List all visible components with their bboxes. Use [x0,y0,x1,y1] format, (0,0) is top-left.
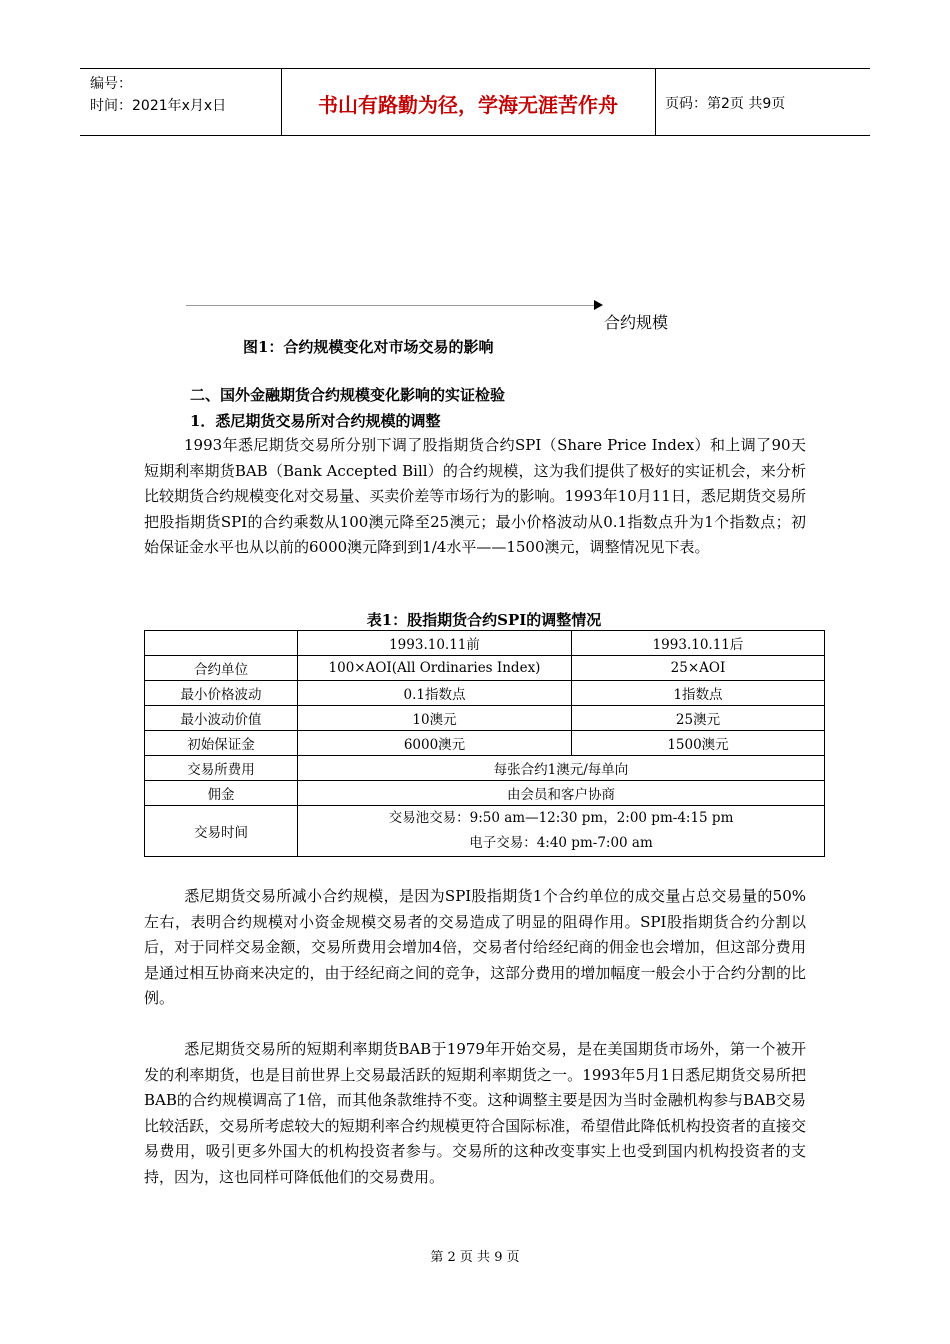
section-heading: 二、国外金融期货合约规模变化影响的实证检验 [190,386,506,404]
cell-after: 1500澳元 [572,731,825,756]
table-row [145,656,825,681]
col-header-before: 1993.10.11前 [298,631,572,656]
cell-merged: 由会员和客户协商 [298,781,825,806]
table-corner-cell [145,631,298,656]
axis-arrow-icon [594,300,603,310]
header-divider [655,69,656,136]
figure-x-axis [186,305,596,306]
row-label: 合约单位 [145,656,298,681]
col-header-after: 1993.10.11后 [572,631,825,656]
row-label: 初始保证金 [145,731,298,756]
subsection-heading: 1．悉尼期货交易所对合约规模的调整 [190,412,441,430]
cell-after: 25×AOI [572,656,825,681]
table-caption: 表1：股指期货合约SPI的调整情况 [366,611,602,629]
table-row [145,756,825,781]
paragraph [144,433,806,561]
cell-before: 0.1指数点 [298,681,572,706]
table-row [145,781,825,806]
cell-before: 6000澳元 [298,731,572,756]
figure-axis-label: 合约规模 [604,313,669,332]
table-row [145,681,825,706]
row-label: 佣金 [145,781,298,806]
row-label: 最小价格波动 [145,681,298,706]
trading-time-electronic: 电子交易：4:40 pm-7:00 am [469,835,653,851]
header-meta [90,73,226,117]
time-label: 时间：2021年x月x日 [90,98,227,114]
table-header-row [145,631,825,656]
cell-after: 1指数点 [572,681,825,706]
figure-caption: 图1：合约规模变化对市场交易的影响 [243,338,494,356]
table-row [145,806,825,857]
paragraph-text: 悉尼期货交易所的短期利率期货BAB于1979年开始交易，是在美国期货市场外，第一个被开发的利率期货，也是目前世界上交易最活跃的短期利率期货之一。1993年5月1日悉尼期货交易所把BAB的合约规模调高了1倍，而其他条款维持不变。这种调整主要是因为当时金融机构参与BAB交易比较活跃，交易所考虑较大的短期利率合约规模更符合国际标准，希望借此降低机构投资者的直接交易费用，吸引更多外国大的机构投资者参与。交易所的这种改变事实上也受到国内机构投资者的支持，因为，这也同样可降低他们的交易费用。 [144,1040,806,1186]
table-row [145,731,825,756]
page-header [80,68,870,136]
cell-after: 25澳元 [572,706,825,731]
paragraph-text: 悉尼期货交易所减小合约规模，是因为SPI股指期货1个合约单位的成交量占总交易量的50%左右，表明合约规模对小资金规模交易者的交易造成了明显的阻碍作用。SPI股指期货合约分割以后，对于同样交易金额，交易所费用会增加4倍，交易者付给经纪商的佣金也会增加，但这部分费用是通过相互协商来决定的，由于经纪商之间的竞争，这部分费用的增加幅度一般会小于合约分割的比例。 [144,887,806,1007]
row-label: 最小波动价值 [145,706,298,731]
paragraph-text: 1993年悉尼期货交易所分别下调了股指期货合约SPI（Share Price Index）和上调了90天短期利率期货BAB（Bank Accepted Bill）的合约规模，这为我们提供了极好的实证机会，来分析比较期货合约规模变化对交易量、买卖价差等市场行为的影响。1993年10月11日，悉尼期货交易所把股指期货SPI的合约乘数从100澳元降至25澳元；最小价格波动从0.1指数点升为1个指数点；初始保证金水平也从以前的6000澳元降到到1/4水平——1500澳元，调整情况见下表。 [144,436,806,556]
page-footer: 第 2 页 共 9 页 [430,1250,520,1265]
spi-adjustment-table [144,630,825,857]
cell-trading-time [298,806,825,857]
paragraph [144,884,806,1012]
row-label: 交易所费用 [145,756,298,781]
table-row [145,706,825,731]
number-label: 编号： [90,76,132,92]
row-label: 交易时间 [145,806,298,857]
paragraph [144,1037,806,1190]
header-page-label: 页码：第2页 共9页 [665,96,786,112]
header-motto: 书山有路勤为径，学海无涯苦作舟 [318,93,618,117]
cell-merged: 每张合约1澳元/每单向 [298,756,825,781]
cell-before: 100×AOI(All Ordinaries Index) [298,656,572,681]
cell-before: 10澳元 [298,706,572,731]
trading-time-pit: 交易池交易：9:50 am—12:30 pm，2:00 pm-4:15 pm [388,810,734,826]
